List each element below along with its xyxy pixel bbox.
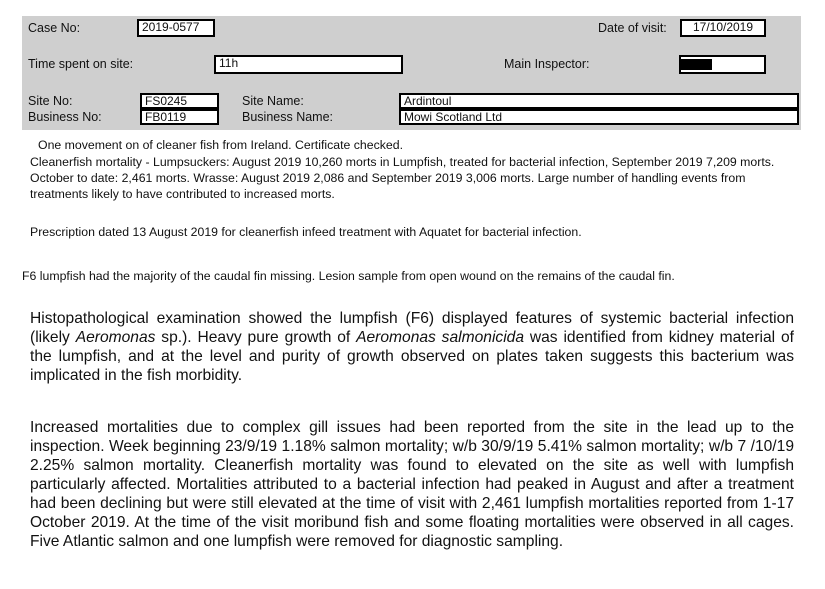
- case-header: [22, 16, 801, 130]
- histopathology-paragraph: [30, 309, 794, 385]
- case-no-label: Case No:: [28, 21, 81, 35]
- site-name-field: Ardintoul: [399, 93, 799, 109]
- prescription-note: Prescription dated 13 August 2019 for cleanerfish infeed treatment with Aquatet for bacterial infection.: [30, 225, 582, 239]
- time-spent-field: 11h: [214, 55, 403, 74]
- main-inspector-field: [679, 55, 766, 74]
- site-name-label: Site Name:: [242, 94, 304, 108]
- date-of-visit-label: Date of visit:: [598, 21, 667, 35]
- time-spent-label: Time spent on site:: [28, 57, 134, 71]
- business-no-label: Business No:: [28, 110, 102, 124]
- mortality-note: Cleanerfish mortality - Lumpsuckers: August 2019 10,260 morts in Lumpfish, treated for bacterial infection, September 2019 7,209 morts. October to date: 2,461 morts. Wrasse: August 2019 2,086 and September 2019 3,006 morts. Large number of handling events from treatments likely to have contributed to increased morts.: [30, 155, 775, 201]
- histo-text-2: sp.). Heavy pure growth of: [155, 329, 357, 346]
- mortality-summary-paragraph: Increased mortalities due to complex gill issues had been reported from the site in the lead up to the inspection. Week beginning 23/9/19 1.18% salmon mortality; w/b 30/9/19 5.41% salmon mortality; w/b 7 /10/19 2.25% salmon mortality. Cleanerfish mortality was found to elevated on the site as well with lumpfish particularly affected. Mortalities attributed to a bacterial infection had peaked in August and after a treatment had been declining but were still elevated at the time of visit with 2,461 lumpfish mortalities reported from 1-17 October 2019. At the time of the visit moribund fish and some floating mortalities were observed in all cages. Five Atlantic salmon and one lumpfish were removed for diagnostic sampling.: [30, 419, 794, 550]
- case-no-field: 2019-0577: [137, 19, 215, 37]
- business-name-label: Business Name:: [242, 110, 334, 124]
- site-no-field: FS0245: [140, 93, 219, 109]
- genus-name: Aeromonas: [75, 329, 156, 346]
- movement-note: One movement on of cleaner fish from Ireland. Certificate checked.: [38, 138, 403, 152]
- histo-text-1: Histopathological examination showed the lumpfish (F6) displayed features of systemic bacterial infection (likely: [30, 310, 794, 346]
- date-of-visit-field: 17/10/2019: [680, 19, 766, 37]
- f6-lesion-note: F6 lumpfish had the majority of the caudal fin missing. Lesion sample from open wound on the remains of the caudal fin.: [22, 269, 675, 283]
- species-name: Aeromonas salmonicida: [356, 329, 525, 346]
- business-name-field: Mowi Scotland Ltd: [399, 109, 799, 125]
- histo-text-3: was identified from kidney material of the lumpfish, and at the level and purity of growth observed on plates taken suggests this bacterium was implicated in the fish morbidity.: [30, 329, 794, 384]
- redaction-bar: [681, 59, 712, 70]
- business-no-field: FB0119: [140, 109, 219, 125]
- main-inspector-label: Main Inspector:: [504, 57, 590, 71]
- site-no-label: Site No:: [28, 94, 73, 108]
